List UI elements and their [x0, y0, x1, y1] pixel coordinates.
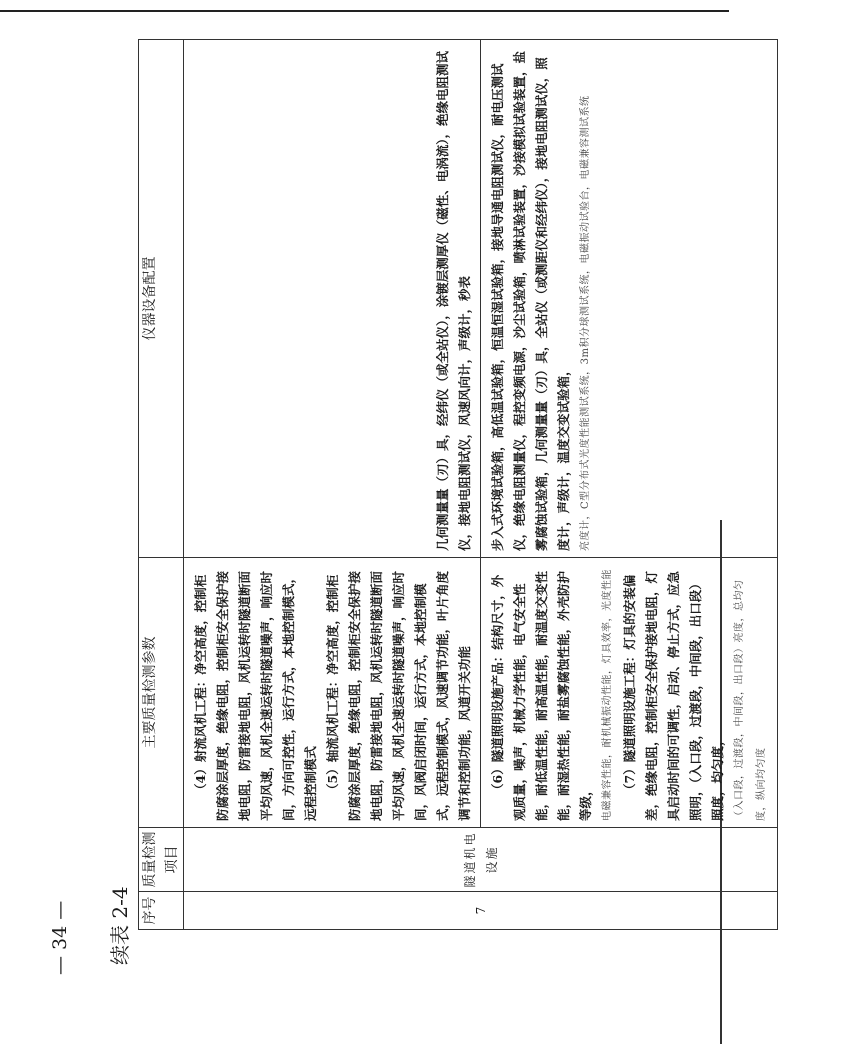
param-jet-fan: （4）射流风机工程：净空高度，控制柜防腐涂层厚度，绝缘电阻，控制柜安全保护接地电阻，防雷接地电阻，风机运转时隧道断面平均风速，风机全速运转时隧道噪声，响应时间，方向可控性，运行方式，本地控制模式，远程控制模式	[193, 570, 318, 821]
table-row	[184, 40, 481, 930]
top-border-line	[0, 10, 729, 12]
row-item: 隧道机电设施	[184, 828, 778, 892]
header-equipment: 仪器设备配置	[139, 40, 184, 558]
header-params: 主要质量检测参数	[139, 558, 184, 828]
params-cell-lower	[481, 558, 778, 828]
params-cell-upper	[184, 558, 481, 828]
equipment-fan: 几何测量量（刃）具，经纬仪（或全站仪），涂镀层测厚仪（磁性、电涡流），绝缘电阻测试仪，接地电阻测试仪，风速风向计，声级计，秒表	[435, 50, 472, 551]
table-header-row	[139, 40, 184, 930]
param-lighting-product: （6）隧道照明设施产品：结构尺寸，外观质量，噪声，机械力学性能，电气安全性能，耐低温性能，耐高温性能，耐温度交变性能，耐湿热性能，耐盐雾腐蚀性能，外壳防护等级，	[490, 570, 593, 821]
param-lighting-project: （7）隧道照明设施工程：灯具的安装偏差，绝缘电阻，控制柜安全保护接地电阻，灯具启动时间的可调性，启动、停止方式，应急照明，（入口段，过渡段，中间段，出口段）照度，均匀度，	[622, 570, 725, 821]
param-lighting-project-extra: （入口段，过渡段，中间段，出口段）亮度，总均匀度，纵向均匀度	[734, 579, 767, 821]
equipment-cell-upper	[184, 40, 481, 558]
equipment-lighting-extra: 亮度计，C型分布式光度性能测试系统，3m积分球测试系统，电磁振动试验台，电磁兼容测试系统	[580, 95, 591, 551]
rotated-page	[40, 40, 860, 975]
row-number: 7	[184, 892, 778, 930]
equipment-cell-lower	[481, 40, 778, 558]
header-item: 质量检测项目	[139, 828, 184, 892]
table-row	[481, 40, 778, 930]
quality-test-table	[138, 39, 778, 930]
page-number: — 34 —	[49, 900, 71, 975]
equipment-lighting: 步入式环境试验箱，高低温试验箱，恒温恒湿试验箱，接地导通电阻测试仪，耐电压测试仪，绝缘电阻测量仪，程控变频电源，沙尘试验箱，喷淋试验装置，沙接模拟试验装置，盐雾腐蚀试验箱，几何测量量（刃）具，全站仪（或测距仪和经纬仪），接地电阻测试仪，照度计，声级计，温度交变试验箱，	[490, 50, 571, 551]
table-caption: 续表 2-4	[108, 886, 132, 965]
param-axial-fan: （5）轴流风机工程：净空高度，控制柜防腐涂层厚度，绝缘电阻，控制柜安全保护接地电阻，防雷接地电阻，风机运转时隧道断面平均风速，风机全速运转时隧道噪声，响应时间，风阀启闭时间，运行方式，本地控制模式，远程控制模式，风速调节功能，叶片角度调节和控制功能，风道开关功能	[325, 570, 472, 821]
param-lighting-product-extra: 电磁兼容性能，耐机械振动性能，灯具效率，光度性能	[602, 569, 613, 821]
header-num: 序号	[139, 892, 184, 930]
